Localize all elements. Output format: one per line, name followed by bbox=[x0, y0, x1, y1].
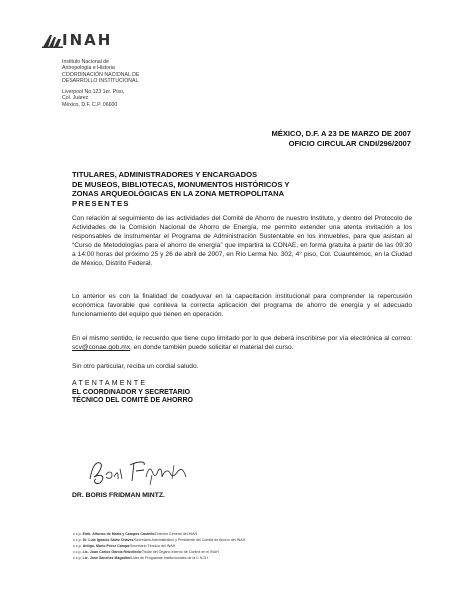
ccp-line bbox=[73, 556, 245, 562]
ccp-role: /Director General del INAH bbox=[154, 532, 198, 536]
ccp-name: Lic. José Sánchez Magallán bbox=[82, 555, 130, 560]
closing-block bbox=[72, 380, 193, 406]
recipient-line: DE MUSEOS, BIBLIOTECAS, MONUMENTOS HISTÓRICOS Y bbox=[72, 179, 290, 189]
body-paragraph-2: Lo anterior es con la finalidad de coadyuvar en la capacitación institucional para comprender la repercusión económica favorable que conlleva la correcta aplicación del programa de ahorro de energía y el adecuado funcionamiento del equipo que tienen en operación. bbox=[72, 293, 412, 319]
institution-line: Instituto Nacional de bbox=[62, 59, 110, 65]
ccp-role: /Secretario Técnico del INAH bbox=[129, 543, 176, 548]
ccp-prefix: c.c.p. bbox=[73, 549, 83, 554]
recipient-line: ZONAS ARQUEOLÓGICAS EN LA ZONA METROPOLITANA bbox=[72, 189, 285, 199]
date-line: MÉXICO, D.F. A 23 DE MARZO DE 2007 bbox=[271, 129, 411, 138]
body-paragraph-3 bbox=[72, 334, 412, 352]
ccp-role: /Titular del Órgano Interno de Control en el INAH bbox=[140, 549, 219, 554]
address-line: Liverpool No.123 1er. Piso, bbox=[62, 89, 125, 95]
address-line: Col. Juárez bbox=[62, 95, 89, 102]
institution-line: Antropología e Historia bbox=[62, 65, 115, 72]
address-block bbox=[62, 89, 124, 108]
presentes-label: PRESENTES bbox=[72, 198, 130, 208]
closing-title-line: EL COORDINADOR Y SECRETARIO bbox=[72, 388, 191, 396]
date-block bbox=[271, 129, 411, 148]
ccp-prefix: c.c.p. bbox=[73, 543, 83, 548]
recipient-line: TITULARES, ADMINISTRADORES Y ENCARGADOS bbox=[72, 170, 258, 179]
handwritten-signature bbox=[86, 455, 206, 494]
ccp-role: /Secretario Administrativo y Presidente del Comité de Ahorro del INAH bbox=[133, 537, 246, 542]
inah-emblem-icon bbox=[42, 34, 64, 48]
signature-icon bbox=[86, 455, 206, 489]
ccp-name: Antigo. Mario Pérez Campa bbox=[82, 543, 130, 548]
inah-logo bbox=[42, 31, 113, 49]
atentamente-label: ATENTAMENTE bbox=[72, 380, 148, 387]
ccp-prefix: c.c.p. bbox=[73, 532, 83, 536]
ccp-list bbox=[73, 532, 245, 562]
ccp-name: Dr. Luis Ignacio Sáinz Chávez bbox=[82, 537, 134, 542]
institution-line: DESARROLLO INSTITUCIONAL bbox=[62, 77, 139, 84]
logo-text: INAH bbox=[62, 31, 113, 49]
closing-title-line: TÉCNICO DEL COMITÉ DE AHORRO bbox=[72, 397, 193, 405]
institution-line: COORDINACIÓN NACIONAL DE bbox=[62, 71, 140, 78]
address-line: México, D.F. C.P. 06600 bbox=[62, 101, 118, 108]
ccp-name: Lic. Juan Carlos García Rebolledo bbox=[82, 549, 141, 554]
email-link[interactable]: scv@conae.gob.mx bbox=[72, 344, 131, 352]
institution-block bbox=[62, 59, 139, 84]
body-paragraph-1: Con relación al seguimiento de las actividades del Comité de Ahorro de nuestro Instituto, y dentro del Protocolo de Actividades de la Comisión Nacional de Ahorro de Energía, me permito extender una atenta invitación a los responsables de instrumentar el Programa de Administración Sustentable en los inmuebles, para que asistan al “Curso de Metodologías para el ahorro de energía” que impartirá la CONAE, en forma gratuita a partir de las 09:30 a 14:00 horas del próximo 25 y 26 de abril de 2007, en Río Lerma No. 302, 4° piso, Col. Cuauhtémoc, en la Ciudad de México, Distrito Federal. bbox=[72, 215, 412, 268]
ccp-prefix: c.c.p. bbox=[73, 537, 83, 542]
signer-name: DR. BORIS FRIDMAN MINTZ. bbox=[72, 492, 165, 499]
ccp-name: Emb. Alfonso de María y Campos Castelló bbox=[82, 532, 155, 536]
recipient-block bbox=[72, 170, 289, 208]
circular-number: OFICIO CIRCULAR CNDI/296/2007 bbox=[288, 138, 411, 148]
paragraph-text: , en donde también puede solicitar el material del curso. bbox=[130, 344, 294, 352]
ccp-role: /Líder de Programas Institucionales de la C.N.D.I. bbox=[129, 555, 210, 560]
paragraph-text: En el mismo sentido, le recuerdo que tiene cupo limitado por lo que deberá inscribirse por vía electrónica al correo: bbox=[72, 335, 412, 342]
body-paragraph-4: Sin otro particular, reciba un cordial saludo. bbox=[72, 363, 199, 370]
ccp-prefix: c.c.p. bbox=[73, 555, 83, 560]
